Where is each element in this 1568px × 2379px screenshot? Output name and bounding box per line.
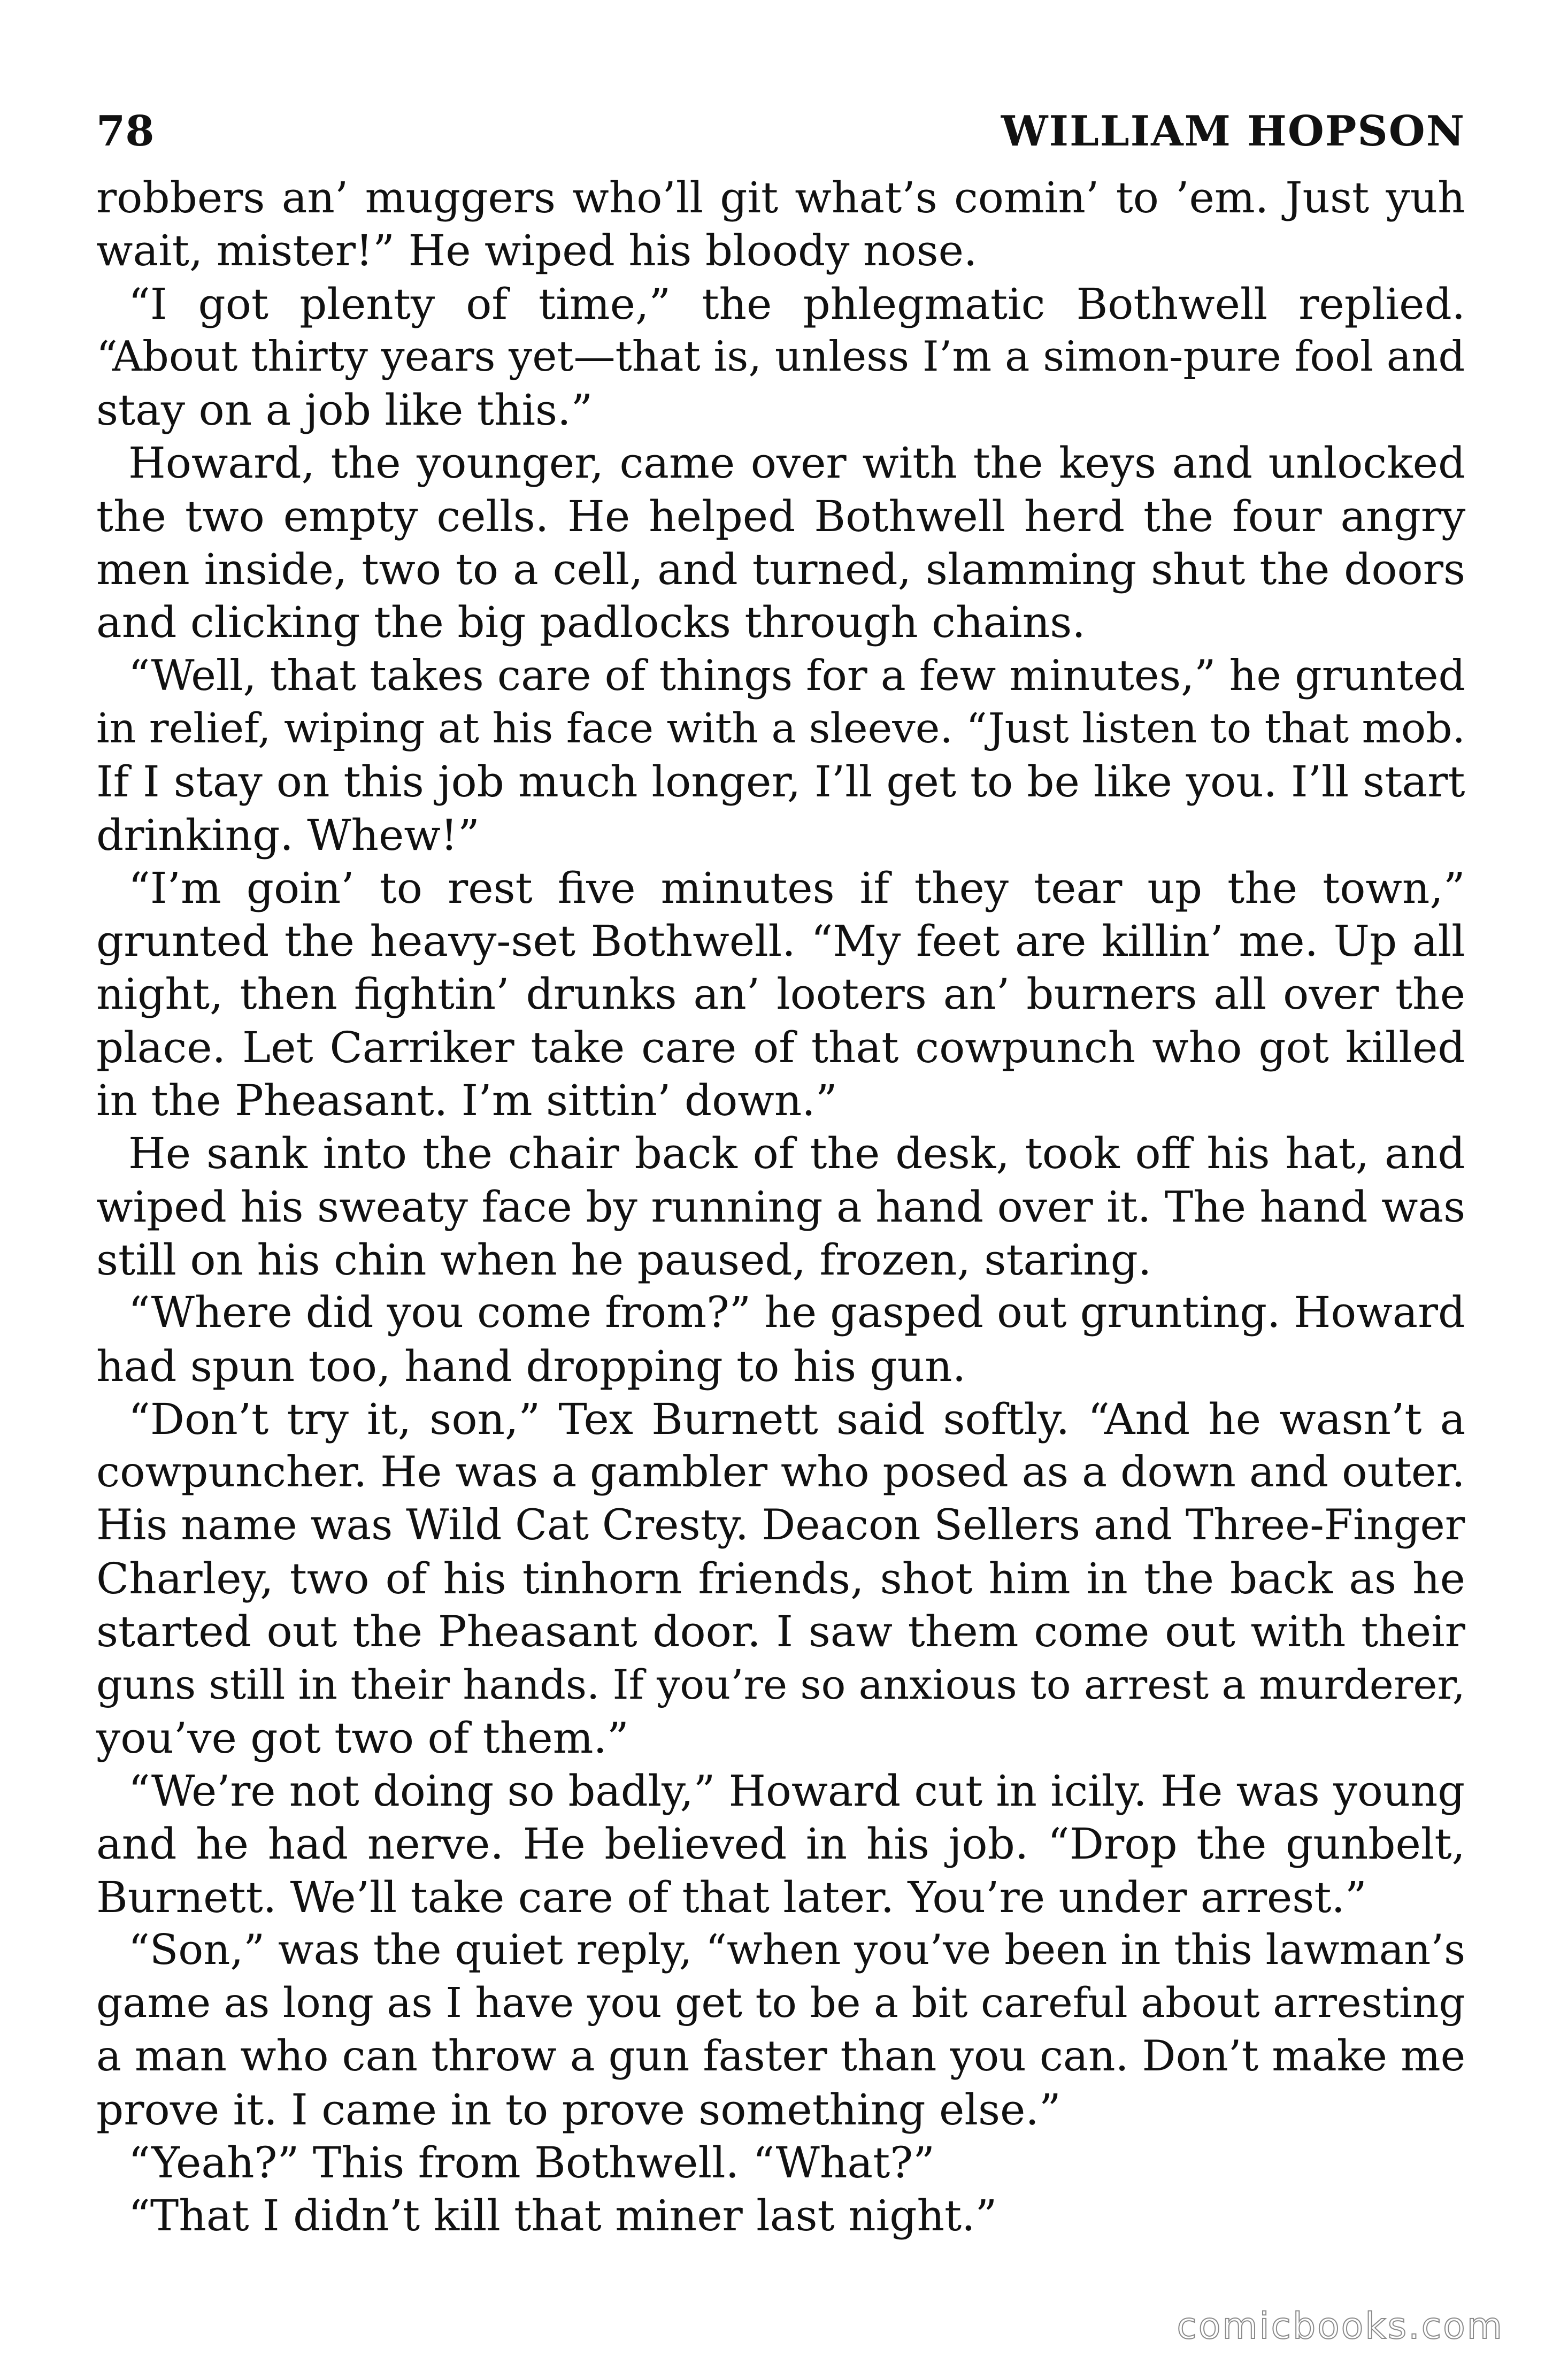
text-line: place. Let Carriker take care of that cowpunch who got killed <box>96 1022 1465 1072</box>
text-line: men inside, two to a cell, and turned, slamming shut the doors <box>96 544 1466 595</box>
text-line: stay on a job like this.” <box>96 385 593 435</box>
text-line: a man who can throw a gun faster than you can. Don’t make me <box>96 2031 1466 2081</box>
text-line: started out the Pheasant door. I saw them come out with their <box>96 1607 1465 1657</box>
text-line: If I stay on this job much longer, I’ll get to be like you. I’ll start <box>96 757 1465 807</box>
text-line: “I got plenty of time,” the phlegmatic Bothwell replied. <box>128 279 1466 329</box>
text-line: He sank into the chair back of the desk, took off his hat, and <box>128 1129 1465 1179</box>
text-line: “About thirty years yet—that is, unless I’m a simon-pure fool and <box>96 332 1465 381</box>
text-line: grunted the heavy-set Bothwell. “My feet are killin’ me. Up all <box>96 916 1465 966</box>
text-line: night, then fightin’ drunks an’ looters an’ burners all over the <box>96 969 1466 1019</box>
text-line: “That I didn’t kill that miner last night.” <box>128 2191 997 2241</box>
text-line: in the Pheasant. I’m sittin’ down.” <box>96 1076 837 1126</box>
text-line: “Where did you come from?” he gasped out grunting. Howard <box>128 1288 1465 1338</box>
text-line: and clicking the big padlocks through chains. <box>96 597 1086 648</box>
text-line: had spun too, hand dropping to his gun. <box>96 1341 966 1391</box>
text-line: “Don’t try it, son,” Tex Burnett said softly. “And he wasn’t a <box>128 1394 1466 1444</box>
text-line: “Well, that takes care of things for a few minutes,” he grunted <box>128 650 1466 700</box>
text-line: drinking. Whew!” <box>96 810 480 860</box>
text-line: “Son,” was the quiet reply, “when you’ve been in this lawman’s <box>128 1925 1466 1974</box>
text-line: still on his chin when he paused, frozen, staring. <box>96 1234 1152 1285</box>
text-line: robbers an’ muggers who’ll git what’s comin’ to ’em. Just yuh <box>96 173 1465 222</box>
text-line: prove it. I came in to prove something else.” <box>96 2084 1061 2135</box>
text-line: wait, mister!” He wiped his bloody nose. <box>96 226 978 276</box>
text-line: Charley, two of his tinhorn friends, shot him in the back as he <box>96 1553 1466 1603</box>
text-line: cowpuncher. He was a gambler who posed as a down and outer. <box>96 1447 1465 1497</box>
text-line: Howard, the younger, came over with the keys and unlocked <box>128 438 1466 488</box>
text-line: “We’re not doing so badly,” Howard cut in icily. He was young <box>128 1766 1465 1816</box>
text-line: game as long as I have you get to be a bit careful about arresting <box>96 1979 1465 2028</box>
text-line: wiped his sweaty face by running a hand over it. The hand was <box>96 1181 1466 1232</box>
running-header <box>96 107 1465 166</box>
watermark: comicbooks.com <box>1177 2305 1504 2347</box>
text-line: you’ve got two of them.” <box>96 1713 629 1763</box>
text-line: “I’m goin’ to rest five minutes if they tear up the town,” <box>128 863 1465 913</box>
text-line: in relief, wiping at his face with a sleeve. “Just listen to that mob. <box>96 704 1465 753</box>
text-line: and he had nerve. He believed in his job. “Drop the gunbelt, <box>96 1819 1465 1869</box>
page-number: 78 <box>96 107 155 156</box>
text-line: guns still in their hands. If you’re so anxious to arrest a murderer, <box>96 1661 1465 1709</box>
text-line: His name was Wild Cat Cresty. Deacon Sellers and Three-Finger <box>96 1501 1465 1550</box>
text-line: the two empty cells. He helped Bothwell herd the four angry <box>96 491 1466 541</box>
body-text <box>96 171 1465 2243</box>
text-line: Burnett. We’ll take care of that later. You’re under arrest.” <box>96 1872 1367 1922</box>
text-line: “Yeah?” This from Bothwell. “What?” <box>128 2137 935 2188</box>
author-name: WILLIAM HOPSON <box>1001 107 1465 156</box>
